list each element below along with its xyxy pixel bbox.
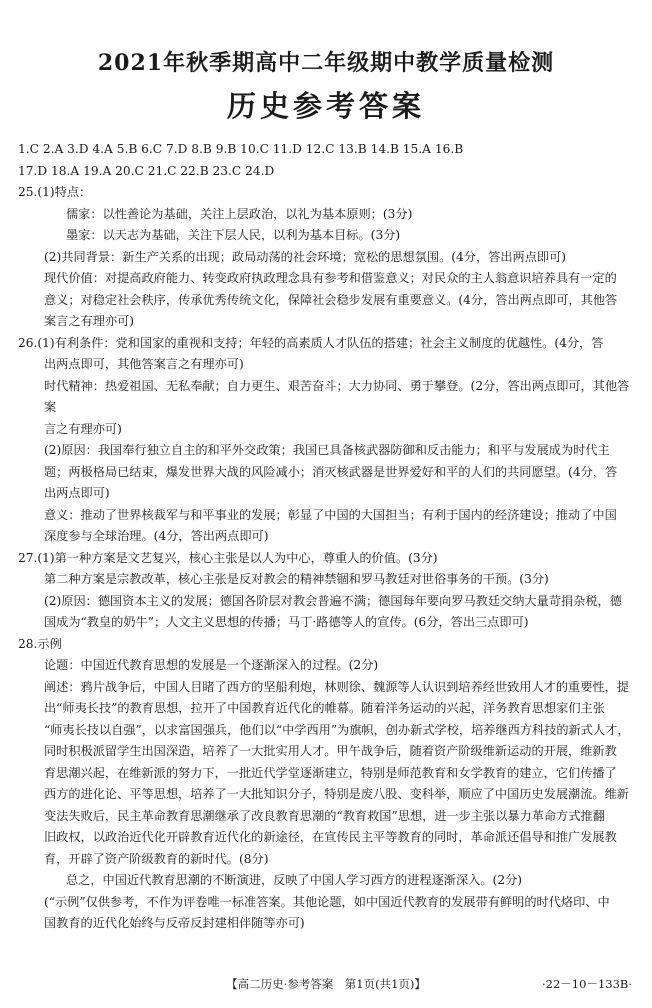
text-line: 第二种方案是宗教改革，核心主张是反对教会的精神禁锢和罗马教廷对世俗事务的干预。(3分) — [44, 572, 549, 586]
text-line: (2)原因：德国资本主义的发展；德国各阶层对教会普遍不满；德国每年要向罗马教廷交纳大量苛捐杂税，德 — [44, 593, 622, 608]
text-line: 阐述：鸦片战争后，中国人目睹了西方的坚船利炮，林则徐、魏源等人认识到培养经世致用人才的重要性，提 — [44, 679, 629, 694]
text-line: 西方的进化论、平等思想，培养了一大批知识分子，特别是废八股、变科举，顺应了中国历史发展潮流。维新 — [44, 787, 629, 801]
exam-title: 2021年秋季期高中二年级期中教学质量检测 — [97, 50, 555, 76]
text-line: (2)共同背景：新生产关系的出现；政局动荡的社会环境；宽松的思想氛围。(4分，答出两点即可) — [44, 249, 567, 264]
text-line: 意义：推动了世界核裁军与和平事业的发展；彰显了中国的大国担当；有利于国内的经济建设；推动了中国 — [44, 507, 617, 522]
text-line: (“示例”仅供参考，不作为评卷唯一标准答案。其他论题，如中国近代教育的发展带有鲜明的时代烙印、中 — [44, 894, 610, 909]
mc-answers-line: 17.D 18.A 19.A 20.C 21.C 22.B 23.C 24.D — [18, 163, 275, 178]
page-footer — [0, 976, 652, 996]
text-line: 国成为“教皇的奶牛”；人文主义思想的传播；马丁·路德等人的宣传。(6分，答出三点即可) — [44, 615, 529, 629]
text-line: 总之，中国近代教育思潮的不断演进，反映了中国人学习西方的进程逐渐深入。(2分) — [66, 873, 523, 887]
text-line: 题；两极格局已结束，爆发世界大战的风险减小；消灭核武器是世界爱好和平的人们的共同愿望。(4分，答 — [44, 464, 618, 479]
text-line: 出两点即可) — [44, 486, 110, 500]
text-line: 育思潮兴起，在维新派的努力下，一批近代学堂逐渐建立，特别是师范教育和女学教育的建立，它们传播了 — [44, 765, 617, 780]
text-line: 儒家：以性善论为基础，关注上层政治，以礼为基本原则；(3分) — [66, 206, 413, 221]
text-line: 出“师夷长技”的教育思想，拉开了中国教育近代化的帷幕。随着洋务运动的兴起，洋务教育思想家们主张 — [44, 701, 605, 715]
mc-answers-line: 1.C 2.A 3.D 4.A 5.B 6.C 7.D 8.B 9.B 10.C 11.D 12.C 13.B 14.B 15.A 16.B — [18, 142, 464, 156]
answer-content — [18, 139, 638, 935]
text-line: 论题：中国近代教育思想的发展是一个逐渐深入的过程。(2分) — [44, 658, 379, 672]
q26-heading: 26.(1)有利条件：党和国家的重视和支持；年轻的高素质人才队伍的搭建；社会主义制度的优越性。(4分，答 — [18, 335, 604, 350]
text-line: 墨家：以天志为基础，关注下层人民，以利为基本目标。(3分) — [66, 228, 401, 242]
q28-heading: 28.示例 — [18, 636, 62, 651]
text-line: 国教育的近代化始终与反帝反封建相伴随等亦可) — [44, 916, 305, 930]
text-line: 出两点即可，其他答案言之有理亦可) — [44, 357, 244, 371]
text-line: 同时积极派留学生出国深造，培养了一大批实用人才。甲午战争后，随着资产阶级维新运动的开展，维新教 — [44, 744, 617, 758]
text-line: (2)原因：我国奉行独立自主的和平外交政策；我国已具备核武器防御和反击能力；和平与发展成为时代主 — [44, 443, 610, 457]
text-line: 意义；对稳定社会秩序，传承优秀传统文化，保障社会稳步发展有重要意义。(4分，答出两点即可，其他答 — [44, 292, 618, 307]
q25-heading: 25.(1)特点： — [18, 185, 92, 199]
footer-code: ·22－10－133B· — [542, 977, 632, 991]
footer-page-info: 【高二历史·参考答案 第1页(共1页)】 — [226, 977, 426, 991]
text-line: 现代价值：对提高政府能力、转变政府执政理念具有参考和借鉴意义；对民众的主人翁意识培养具有一定的 — [44, 271, 617, 285]
text-line: 旧政权，以政治近代化开辟教育近代化的新途径，在宣传民主平等教育的同时，革命派还倡导和推广发展教 — [44, 830, 617, 844]
text-line: 育，开辟了资产阶级教育的新时代。(8分) — [44, 851, 269, 866]
answer-key-title: 历史参考答案 — [226, 89, 425, 123]
text-line: 时代精神：热爱祖国、无私奉献；自力更生、艰苦奋斗；大力协同、勇于攀登。(2分，答出两点即可，其他答案 — [44, 378, 630, 414]
text-line: 案言之有理亦可) — [44, 314, 135, 328]
q27-heading: 27.(1)第一种方案是文艺复兴，核心主张是以人为中心，尊重人的价值。(3分) — [18, 550, 438, 565]
text-line: “师夷长技以自强”，以求富国强兵，他们以“中学西用”为旗帜，创办新式学校，培养继西方科技的新式人才， — [44, 722, 630, 737]
text-line: 变法失败后，民主革命教育思潮继承了改良教育思潮的“教育救国”思想，进一步主张以暴力革命方式推翻 — [44, 808, 605, 823]
text-line: 深度参与全球治理。(4分，答出两点即可) — [44, 529, 269, 543]
text-line: 言之有理亦可) — [44, 421, 122, 436]
